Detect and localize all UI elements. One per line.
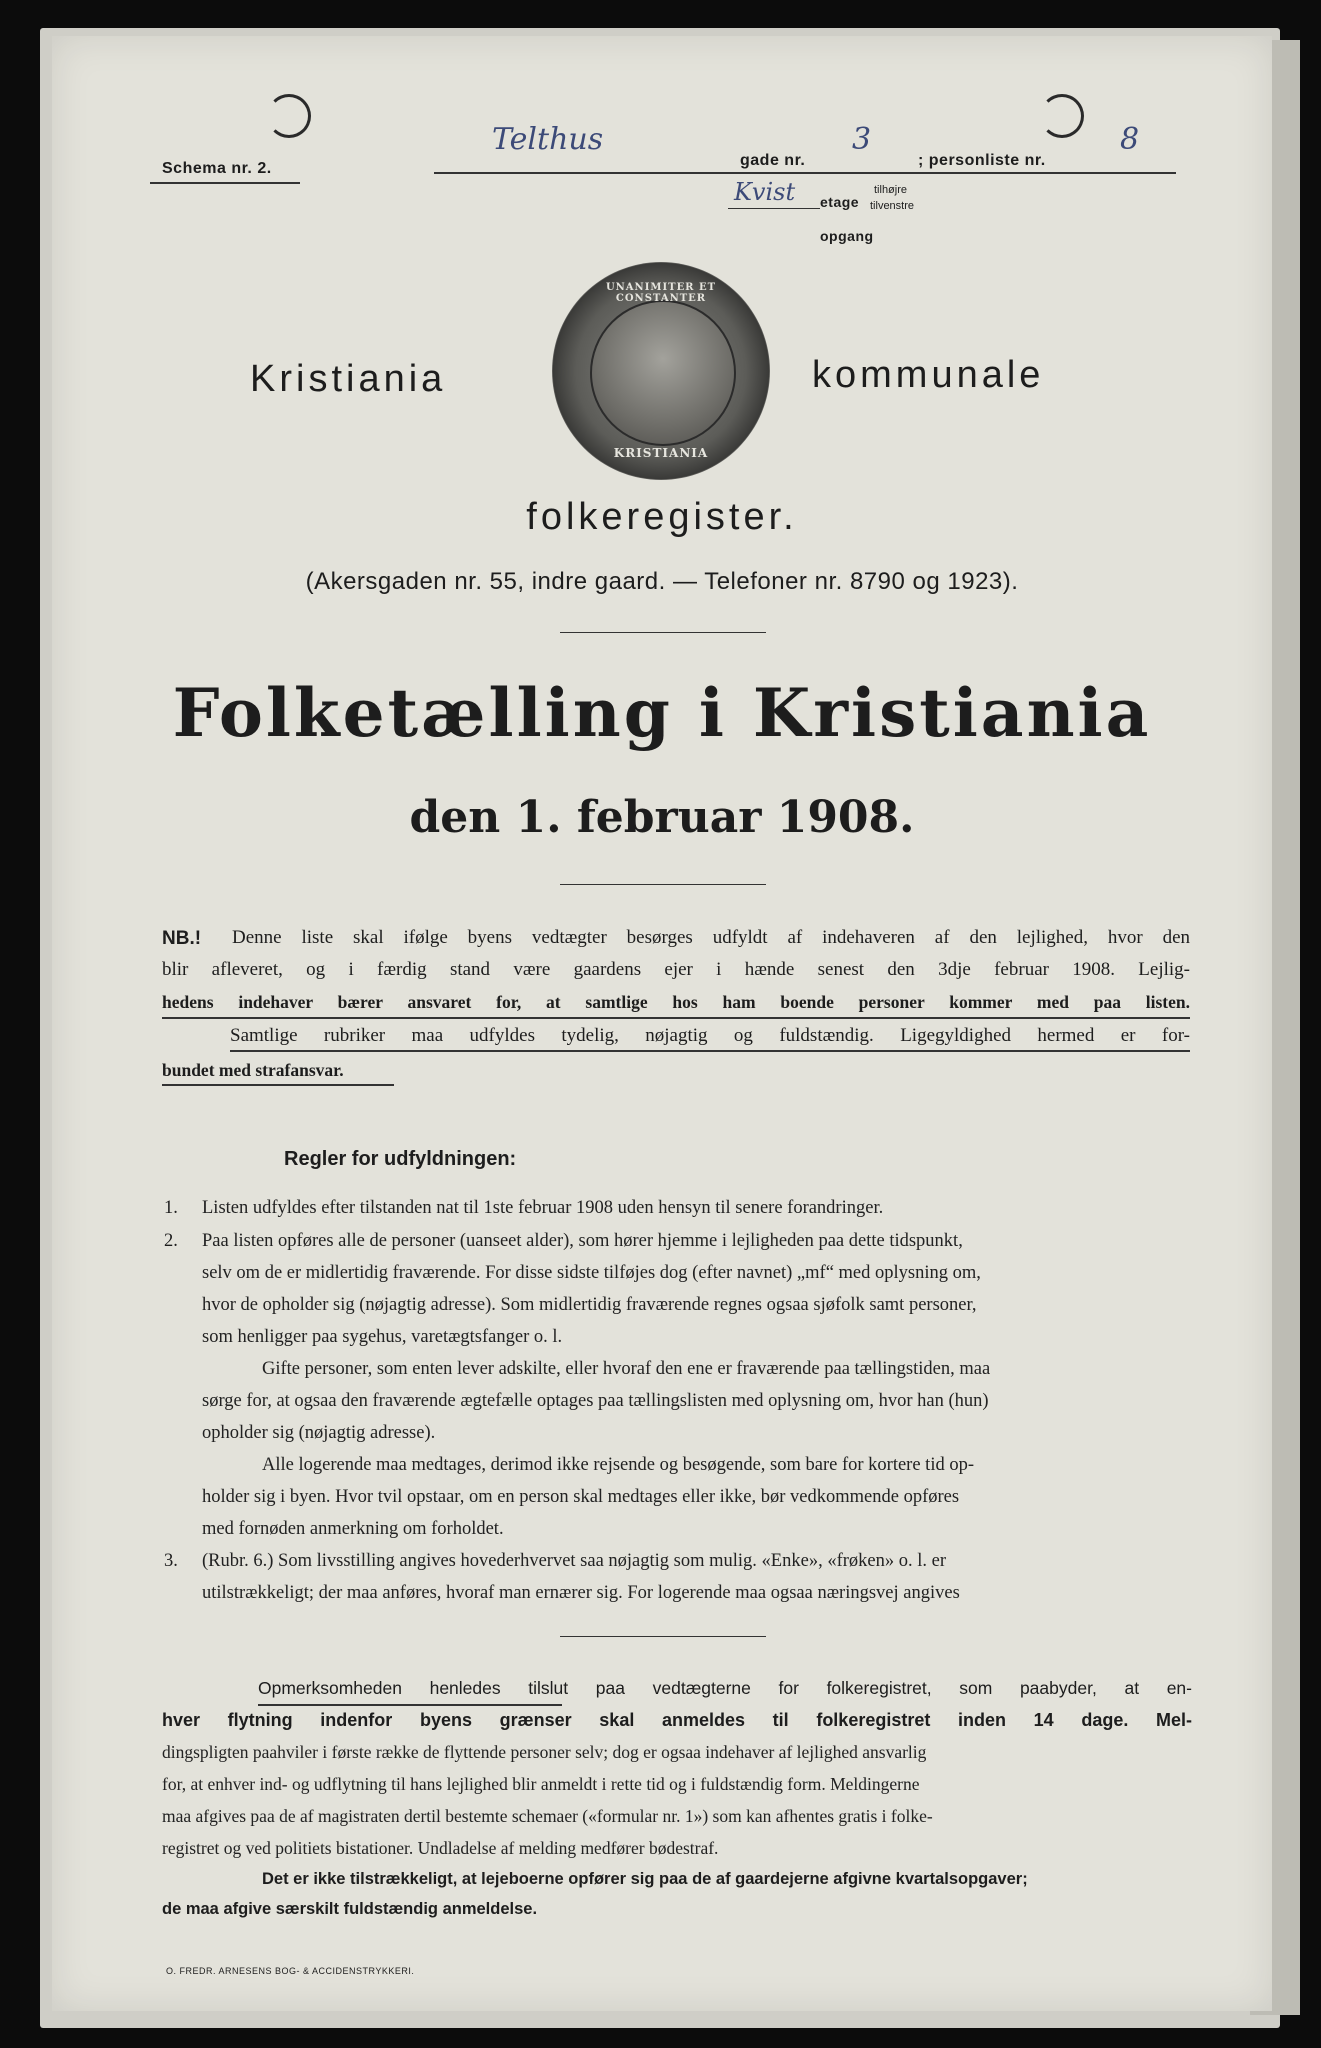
nb-line-2: blir afleveret, og i færdig stand være gaardens ejer i hænde senest den 3dje februar 1908. Lejlig- bbox=[162, 959, 1190, 980]
street-name-handwritten: Telthus bbox=[492, 122, 604, 157]
nb-label: NB.! bbox=[162, 928, 202, 949]
divider-bottom bbox=[560, 1636, 766, 1637]
notice-line-6: registret og ved politiets bistationer. Undladelse af melding medfører bødestraf. bbox=[162, 1838, 719, 1858]
rule-line-12: (Rubr. 6.) Som livsstilling angives hovederhvervet saa nøjagtig som mulig. «Enke», «frøken» o. l. er bbox=[202, 1551, 946, 1571]
personliste-label: ; personliste nr. bbox=[918, 152, 1046, 169]
notice-line-8: de maa afgive særskilt fuldstændig anmeldelse. bbox=[162, 1900, 538, 1918]
seal-bottom-text: KRISTIANIA bbox=[613, 446, 709, 460]
rule-line-3: selv om de er midlertidig fraværende. For disse sidste tilføjes dog (efter navnet) „mf“ med oplysning om, bbox=[202, 1263, 981, 1283]
rule-line-4: hvor de opholder sig (nøjagtig adresse). Som midlertidig fraværende regnes ogsaa sjøfolk samt personer, bbox=[202, 1295, 977, 1315]
rule-line-5: som henligger paa sygehus, varetægtsfanger o. l. bbox=[202, 1327, 563, 1347]
schema-label: Schema nr. 2. bbox=[162, 160, 272, 177]
divider-top bbox=[560, 632, 766, 633]
institution-left: Kristiania bbox=[250, 358, 447, 400]
rule-number-3: 3. bbox=[164, 1551, 178, 1571]
rule-line-8: opholder sig (nøjagtig adresse). bbox=[202, 1423, 436, 1443]
notice-line-2: hver flytning indenfor byens grænser skal anmeldes til folkeregistret inden 14 dage. Mel- bbox=[162, 1710, 1192, 1730]
schema-underline bbox=[150, 182, 300, 184]
rule-number-2: 2. bbox=[164, 1231, 178, 1251]
gade-number-handwritten: 3 bbox=[852, 122, 872, 157]
personliste-number-handwritten: 8 bbox=[1120, 122, 1140, 157]
notice-line-4: for, at enhver ind- og udflytning til hans lejlighed blir anmeldt i rette tid og i fuldstændig form. Meldingerne bbox=[162, 1774, 920, 1794]
rule-line-6: Gifte personer, som enten lever adskilte, eller hvoraf den ene er fraværende paa tællingstiden, maa bbox=[262, 1359, 991, 1379]
notice-line-7: Det er ikke tilstrækkeligt, at lejeboerne opfører sig paa de af gaardejerne afgivne kvartalsopgaver; bbox=[262, 1870, 1028, 1888]
punch-hole-left bbox=[267, 94, 311, 138]
nb-underline-4 bbox=[230, 1050, 1190, 1052]
tilvenstre-label: tilvenstre bbox=[870, 200, 915, 212]
rule-number-1: 1. bbox=[164, 1198, 178, 1218]
seal-figure bbox=[590, 300, 736, 446]
institution-address: (Akersgaden nr. 55, indre gaard. — Telefoner nr. 8790 og 1923). bbox=[305, 568, 1019, 595]
etage-handwritten: Kvist bbox=[734, 178, 796, 206]
main-title: Folketælling i Kristiania bbox=[172, 674, 1152, 752]
rule-line-7: sørge for, at ogsaa den fraværende ægtefælle optages paa tællingslisten med oplysning om, hvor han (hun) bbox=[202, 1391, 989, 1411]
rule-line-9: Alle logerende maa medtages, derimod ikke rejsende og besøgende, som bare for kortere tid op- bbox=[262, 1455, 974, 1475]
nb-underline-5 bbox=[162, 1084, 394, 1086]
notice-line-1: Opmerksomheden henledes tilslut paa vedtægterne for folkeregistret, som paabyder, at en- bbox=[258, 1678, 1192, 1698]
nb-line-5: bundet med strafansvar. bbox=[162, 1060, 344, 1080]
nb-line-3: hedens indehaver bærer ansvaret for, at samtlige hos ham boende personer kommer med paa listen. bbox=[162, 992, 1190, 1012]
nb-underline-3 bbox=[162, 1017, 1190, 1019]
city-seal bbox=[552, 262, 770, 480]
nb-line-4: Samtlige rubriker maa udfyldes tydelig, nøjagtig og fuldstændig. Ligegyldighed hermed er for- bbox=[230, 1025, 1190, 1046]
rule-line-1: Listen udfyldes efter tilstanden nat til 1ste februar 1908 uden hensyn til senere forandringer. bbox=[202, 1198, 884, 1218]
census-form-page bbox=[52, 36, 1272, 2011]
census-date: den 1. februar 1908. bbox=[409, 792, 915, 843]
rule-line-2: Paa listen opføres alle de personer (uanseet alder), som hører hjemme i lejligheden paa dette tidspunkt, bbox=[202, 1231, 963, 1251]
etage-underline bbox=[728, 208, 820, 209]
rule-line-10: holder sig i byen. Hvor tvil opstaar, om en person skal medtages eller ikke, bør vedkommende opføres bbox=[202, 1487, 960, 1507]
opgang-label: opgang bbox=[820, 228, 874, 244]
notice-underline-1 bbox=[258, 1704, 562, 1706]
gade-label: gade nr. bbox=[740, 152, 806, 169]
printer-credit: O. FREDR. ARNESENS BOG- & ACCIDENSTRYKKERI. bbox=[166, 1966, 415, 1976]
rule-line-11: med fornøden anmerkning om forholdet. bbox=[202, 1519, 504, 1539]
etage-label: etage bbox=[820, 194, 860, 210]
rules-heading: Regler for udfyldningen: bbox=[284, 1148, 517, 1170]
divider-mid bbox=[560, 884, 766, 885]
nb-line-1: Denne liste skal ifølge byens vedtægter besørges udfyldt af indehaveren af den lejlighed, hvor den bbox=[232, 927, 1190, 948]
rule-line-13: utilstrækkeligt; der maa anføres, hvoraf man ernærer sig. For logerende maa ogsaa næringsvej angives bbox=[202, 1583, 960, 1603]
tilhojre-label: tilhøjre bbox=[874, 184, 908, 196]
seal-top-text: UNANIMITER ET CONSTANTER bbox=[605, 282, 717, 304]
header-underline bbox=[434, 172, 1176, 174]
institution-right: kommunale bbox=[812, 354, 1045, 396]
notice-line-5: maa afgives paa de af magistraten dertil bestemte schemaer («formular nr. 1») som kan afhentes gratis i folke- bbox=[162, 1806, 933, 1826]
punch-hole-right bbox=[1040, 94, 1084, 138]
notice-line-3: dingspligten paahviler i første række de flyttende personer selv; dog er ogsaa indehaver af lejlighed ansvarlig bbox=[162, 1742, 927, 1762]
institution-name: folkeregister. bbox=[526, 496, 798, 538]
